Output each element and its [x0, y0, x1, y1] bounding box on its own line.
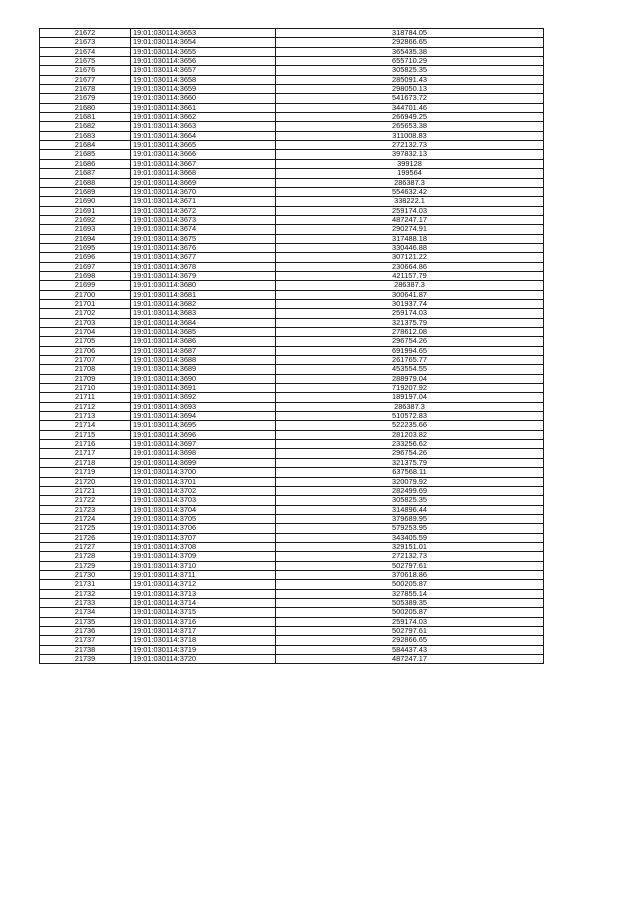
cadastral-number-cell: 19:01:030114:3689 [131, 365, 276, 374]
cadastral-number-cell: 19:01:030114:3664 [131, 131, 276, 140]
cadastral-value-cell: 579253.95 [276, 524, 544, 533]
row-number-cell: 21688 [40, 178, 131, 187]
row-number-cell: 21672 [40, 29, 131, 38]
cadastral-value-cell: 265653.38 [276, 122, 544, 131]
table-row [40, 290, 544, 299]
table-row [40, 627, 544, 636]
row-number-cell: 21685 [40, 150, 131, 159]
cadastral-number-cell: 19:01:030114:3657 [131, 66, 276, 75]
row-number-cell: 21673 [40, 38, 131, 47]
cadastral-value-cell: 290274.91 [276, 225, 544, 234]
cadastral-value-cell: 321375.79 [276, 458, 544, 467]
cadastral-number-cell: 19:01:030114:3702 [131, 486, 276, 495]
cadastral-number-cell: 19:01:030114:3656 [131, 57, 276, 66]
table-row [40, 141, 544, 150]
table-row [40, 318, 544, 327]
table-row [40, 598, 544, 607]
table-body [40, 29, 544, 664]
row-number-cell: 21693 [40, 225, 131, 234]
cadastral-value-cell: 296754.26 [276, 449, 544, 458]
cadastral-number-cell: 19:01:030114:3669 [131, 178, 276, 187]
row-number-cell: 21729 [40, 561, 131, 570]
cadastral-value-cell: 522235.66 [276, 421, 544, 430]
cadastral-value-cell: 453554.55 [276, 365, 544, 374]
row-number-cell: 21675 [40, 57, 131, 66]
row-number-cell: 21736 [40, 627, 131, 636]
table-row [40, 131, 544, 140]
row-number-cell: 21707 [40, 356, 131, 365]
row-number-cell: 21681 [40, 113, 131, 122]
row-number-cell: 21735 [40, 617, 131, 626]
row-number-cell: 21733 [40, 598, 131, 607]
row-number-cell: 21708 [40, 365, 131, 374]
table-row [40, 243, 544, 252]
cadastral-value-cell: 502797.61 [276, 561, 544, 570]
row-number-cell: 21720 [40, 477, 131, 486]
table-row [40, 655, 544, 664]
table-row [40, 440, 544, 449]
table-row [40, 524, 544, 533]
row-number-cell: 21738 [40, 645, 131, 654]
table-row [40, 561, 544, 570]
cadastral-value-cell: 189197.04 [276, 393, 544, 402]
row-number-cell: 21715 [40, 430, 131, 439]
cadastral-value-cell: 584437.43 [276, 645, 544, 654]
cadastral-number-cell: 19:01:030114:3700 [131, 468, 276, 477]
cadastral-number-cell: 19:01:030114:3691 [131, 384, 276, 393]
cadastral-number-cell: 19:01:030114:3693 [131, 402, 276, 411]
cadastral-value-cell: 301937.74 [276, 299, 544, 308]
cadastral-number-cell: 19:01:030114:3681 [131, 290, 276, 299]
table-row [40, 449, 544, 458]
cadastral-value-cell: 259174.03 [276, 206, 544, 215]
cadastral-value-cell: 541673.72 [276, 94, 544, 103]
cadastral-number-cell: 19:01:030114:3698 [131, 449, 276, 458]
cadastral-number-cell: 19:01:030114:3675 [131, 234, 276, 243]
table-row [40, 271, 544, 280]
cadastral-number-cell: 19:01:030114:3703 [131, 496, 276, 505]
cadastral-number-cell: 19:01:030114:3706 [131, 524, 276, 533]
table-row [40, 421, 544, 430]
cadastral-number-cell: 19:01:030114:3672 [131, 206, 276, 215]
row-number-cell: 21724 [40, 514, 131, 523]
table-row [40, 384, 544, 393]
cadastral-number-cell: 19:01:030114:3678 [131, 262, 276, 271]
table-row [40, 430, 544, 439]
cadastral-number-cell: 19:01:030114:3655 [131, 47, 276, 56]
row-number-cell: 21730 [40, 570, 131, 579]
table-row [40, 234, 544, 243]
row-number-cell: 21701 [40, 299, 131, 308]
table-row [40, 393, 544, 402]
cadastral-value-cell: 272132.73 [276, 141, 544, 150]
cadastral-value-cell: 344701.46 [276, 103, 544, 112]
cadastral-number-cell: 19:01:030114:3718 [131, 636, 276, 645]
table-row [40, 94, 544, 103]
cadastral-value-cell: 719207.92 [276, 384, 544, 393]
cadastral-value-cell: 281203.82 [276, 430, 544, 439]
table-row [40, 197, 544, 206]
cadastral-value-cell: 379689.95 [276, 514, 544, 523]
cadastral-value-cell: 314896.44 [276, 505, 544, 514]
cadastral-value-cell: 500205.87 [276, 580, 544, 589]
table-row [40, 356, 544, 365]
table-row [40, 225, 544, 234]
table-row [40, 458, 544, 467]
row-number-cell: 21732 [40, 589, 131, 598]
cadastral-number-cell: 19:01:030114:3659 [131, 85, 276, 94]
cadastral-value-cell: 288979.04 [276, 374, 544, 383]
cadastral-value-cell: 292866.65 [276, 38, 544, 47]
cadastral-number-cell: 19:01:030114:3701 [131, 477, 276, 486]
row-number-cell: 21712 [40, 402, 131, 411]
cadastral-number-cell: 19:01:030114:3696 [131, 430, 276, 439]
row-number-cell: 21705 [40, 337, 131, 346]
table-row [40, 337, 544, 346]
table-row [40, 468, 544, 477]
cadastral-value-cell: 502797.61 [276, 627, 544, 636]
cadastral-number-cell: 19:01:030114:3680 [131, 281, 276, 290]
row-number-cell: 21710 [40, 384, 131, 393]
cadastral-value-cell: 399128 [276, 159, 544, 168]
row-number-cell: 21679 [40, 94, 131, 103]
cadastral-number-cell: 19:01:030114:3692 [131, 393, 276, 402]
cadastral-value-cell: 300641.87 [276, 290, 544, 299]
table-row [40, 645, 544, 654]
cadastral-value-cell: 338222.1 [276, 197, 544, 206]
cadastral-value-cell: 505389.35 [276, 598, 544, 607]
table-row [40, 505, 544, 514]
cadastral-number-cell: 19:01:030114:3690 [131, 374, 276, 383]
cadastral-number-cell: 19:01:030114:3658 [131, 75, 276, 84]
row-number-cell: 21692 [40, 215, 131, 224]
cadastral-number-cell: 19:01:030114:3679 [131, 271, 276, 280]
table-row [40, 253, 544, 262]
row-number-cell: 21698 [40, 271, 131, 280]
table-row [40, 552, 544, 561]
row-number-cell: 21682 [40, 122, 131, 131]
cadastral-value-cell: 298050.13 [276, 85, 544, 94]
cadastral-value-cell: 343405.59 [276, 533, 544, 542]
cadastral-value-cell: 330446.88 [276, 243, 544, 252]
cadastral-number-cell: 19:01:030114:3666 [131, 150, 276, 159]
cadastral-value-cell: 278612.08 [276, 328, 544, 337]
cadastral-number-cell: 19:01:030114:3667 [131, 159, 276, 168]
table-row [40, 215, 544, 224]
cadastral-number-cell: 19:01:030114:3654 [131, 38, 276, 47]
table-row [40, 38, 544, 47]
row-number-cell: 21683 [40, 131, 131, 140]
cadastral-number-cell: 19:01:030114:3688 [131, 356, 276, 365]
cadastral-number-cell: 19:01:030114:3697 [131, 440, 276, 449]
cadastral-value-cell: 286387.3 [276, 281, 544, 290]
row-number-cell: 21700 [40, 290, 131, 299]
cadastral-value-cell: 321375.79 [276, 318, 544, 327]
cadastral-number-cell: 19:01:030114:3695 [131, 421, 276, 430]
table-row [40, 150, 544, 159]
row-number-cell: 21706 [40, 346, 131, 355]
table-row [40, 169, 544, 178]
table-row [40, 374, 544, 383]
row-number-cell: 21719 [40, 468, 131, 477]
row-number-cell: 21721 [40, 486, 131, 495]
row-number-cell: 21726 [40, 533, 131, 542]
cadastral-value-cell: 370618.86 [276, 570, 544, 579]
table-row [40, 47, 544, 56]
cadastral-value-cell: 317488.18 [276, 234, 544, 243]
table-row [40, 514, 544, 523]
table-row [40, 178, 544, 187]
row-number-cell: 21711 [40, 393, 131, 402]
row-number-cell: 21702 [40, 309, 131, 318]
cadastral-number-cell: 19:01:030114:3670 [131, 187, 276, 196]
cadastral-number-cell: 19:01:030114:3719 [131, 645, 276, 654]
row-number-cell: 21722 [40, 496, 131, 505]
cadastral-value-cell: 329151.01 [276, 542, 544, 551]
row-number-cell: 21677 [40, 75, 131, 84]
table-row [40, 309, 544, 318]
cadastral-value-cell: 397832.13 [276, 150, 544, 159]
table-row [40, 580, 544, 589]
table-row [40, 281, 544, 290]
table-row [40, 85, 544, 94]
cadastral-number-cell: 19:01:030114:3716 [131, 617, 276, 626]
row-number-cell: 21697 [40, 262, 131, 271]
table-row [40, 589, 544, 598]
cadastral-number-cell: 19:01:030114:3660 [131, 94, 276, 103]
table-row [40, 57, 544, 66]
row-number-cell: 21727 [40, 542, 131, 551]
row-number-cell: 21718 [40, 458, 131, 467]
cadastral-number-cell: 19:01:030114:3673 [131, 215, 276, 224]
cadastral-number-cell: 19:01:030114:3705 [131, 514, 276, 523]
cadastral-number-cell: 19:01:030114:3686 [131, 337, 276, 346]
cadastral-value-cell: 421157.79 [276, 271, 544, 280]
row-number-cell: 21716 [40, 440, 131, 449]
table-row [40, 617, 544, 626]
table-row [40, 570, 544, 579]
cadastral-value-cell: 320079.92 [276, 477, 544, 486]
cadastral-value-cell: 637568.11 [276, 468, 544, 477]
cadastral-value-cell: 272132.73 [276, 552, 544, 561]
cadastral-number-cell: 19:01:030114:3715 [131, 608, 276, 617]
table-row [40, 262, 544, 271]
row-number-cell: 21684 [40, 141, 131, 150]
cadastral-value-table [39, 28, 544, 664]
cadastral-number-cell: 19:01:030114:3699 [131, 458, 276, 467]
cadastral-number-cell: 19:01:030114:3661 [131, 103, 276, 112]
cadastral-value-cell: 296754.26 [276, 337, 544, 346]
table-row [40, 636, 544, 645]
row-number-cell: 21713 [40, 412, 131, 421]
table-row [40, 608, 544, 617]
cadastral-value-cell: 365435.38 [276, 47, 544, 56]
cadastral-number-cell: 19:01:030114:3714 [131, 598, 276, 607]
row-number-cell: 21717 [40, 449, 131, 458]
cadastral-value-cell: 327855.14 [276, 589, 544, 598]
cadastral-number-cell: 19:01:030114:3668 [131, 169, 276, 178]
cadastral-number-cell: 19:01:030114:3720 [131, 655, 276, 664]
cadastral-value-cell: 199564 [276, 169, 544, 178]
cadastral-value-cell: 261765.77 [276, 356, 544, 365]
row-number-cell: 21737 [40, 636, 131, 645]
table-row [40, 29, 544, 38]
cadastral-value-cell: 655710.29 [276, 57, 544, 66]
row-number-cell: 21689 [40, 187, 131, 196]
cadastral-value-cell: 282499.69 [276, 486, 544, 495]
table-row [40, 122, 544, 131]
table-row [40, 299, 544, 308]
table-row [40, 206, 544, 215]
cadastral-number-cell: 19:01:030114:3709 [131, 552, 276, 561]
cadastral-number-cell: 19:01:030114:3710 [131, 561, 276, 570]
cadastral-value-cell: 691994.65 [276, 346, 544, 355]
table-row [40, 365, 544, 374]
table-row [40, 328, 544, 337]
row-number-cell: 21691 [40, 206, 131, 215]
cadastral-number-cell: 19:01:030114:3663 [131, 122, 276, 131]
cadastral-value-cell: 305825.35 [276, 496, 544, 505]
row-number-cell: 21674 [40, 47, 131, 56]
cadastral-value-cell: 487247.17 [276, 655, 544, 664]
cadastral-value-cell: 286387.3 [276, 178, 544, 187]
table-row [40, 75, 544, 84]
cadastral-value-cell: 230664.86 [276, 262, 544, 271]
table-row [40, 402, 544, 411]
cadastral-number-cell: 19:01:030114:3665 [131, 141, 276, 150]
cadastral-value-cell: 233256.62 [276, 440, 544, 449]
table-row [40, 113, 544, 122]
row-number-cell: 21695 [40, 243, 131, 252]
cadastral-value-cell: 487247.17 [276, 215, 544, 224]
cadastral-number-cell: 19:01:030114:3662 [131, 113, 276, 122]
cadastral-number-cell: 19:01:030114:3712 [131, 580, 276, 589]
row-number-cell: 21725 [40, 524, 131, 533]
row-number-cell: 21694 [40, 234, 131, 243]
cadastral-number-cell: 19:01:030114:3694 [131, 412, 276, 421]
row-number-cell: 21734 [40, 608, 131, 617]
row-number-cell: 21676 [40, 66, 131, 75]
table-row [40, 159, 544, 168]
cadastral-number-cell: 19:01:030114:3687 [131, 346, 276, 355]
cadastral-number-cell: 19:01:030114:3682 [131, 299, 276, 308]
row-number-cell: 21739 [40, 655, 131, 664]
table-row [40, 486, 544, 495]
cadastral-value-cell: 307121.22 [276, 253, 544, 262]
table-row [40, 412, 544, 421]
row-number-cell: 21703 [40, 318, 131, 327]
cadastral-number-cell: 19:01:030114:3685 [131, 328, 276, 337]
table-row [40, 542, 544, 551]
row-number-cell: 21714 [40, 421, 131, 430]
table-row [40, 346, 544, 355]
cadastral-value-cell: 510572.83 [276, 412, 544, 421]
cadastral-number-cell: 19:01:030114:3683 [131, 309, 276, 318]
cadastral-number-cell: 19:01:030114:3713 [131, 589, 276, 598]
row-number-cell: 21690 [40, 197, 131, 206]
row-number-cell: 21704 [40, 328, 131, 337]
cadastral-value-cell: 292866.65 [276, 636, 544, 645]
cadastral-number-cell: 19:01:030114:3684 [131, 318, 276, 327]
cadastral-value-cell: 266949.25 [276, 113, 544, 122]
cadastral-value-cell: 318784.05 [276, 29, 544, 38]
row-number-cell: 21699 [40, 281, 131, 290]
table-row [40, 187, 544, 196]
table-row [40, 477, 544, 486]
row-number-cell: 21687 [40, 169, 131, 178]
table-row [40, 103, 544, 112]
cadastral-number-cell: 19:01:030114:3708 [131, 542, 276, 551]
cadastral-value-cell: 259174.03 [276, 309, 544, 318]
row-number-cell: 21686 [40, 159, 131, 168]
cadastral-value-cell: 286387.3 [276, 402, 544, 411]
cadastral-value-cell: 305825.35 [276, 66, 544, 75]
row-number-cell: 21680 [40, 103, 131, 112]
table-row [40, 533, 544, 542]
row-number-cell: 21731 [40, 580, 131, 589]
cadastral-value-cell: 311008.83 [276, 131, 544, 140]
cadastral-number-cell: 19:01:030114:3707 [131, 533, 276, 542]
cadastral-number-cell: 19:01:030114:3676 [131, 243, 276, 252]
cadastral-value-cell: 554632.42 [276, 187, 544, 196]
cadastral-number-cell: 19:01:030114:3717 [131, 627, 276, 636]
cadastral-number-cell: 19:01:030114:3704 [131, 505, 276, 514]
cadastral-value-cell: 285091.43 [276, 75, 544, 84]
cadastral-number-cell: 19:01:030114:3711 [131, 570, 276, 579]
cadastral-value-cell: 500205.87 [276, 608, 544, 617]
row-number-cell: 21678 [40, 85, 131, 94]
row-number-cell: 21728 [40, 552, 131, 561]
cadastral-number-cell: 19:01:030114:3671 [131, 197, 276, 206]
cadastral-number-cell: 19:01:030114:3677 [131, 253, 276, 262]
table-row [40, 66, 544, 75]
cadastral-number-cell: 19:01:030114:3674 [131, 225, 276, 234]
row-number-cell: 21723 [40, 505, 131, 514]
cadastral-number-cell: 19:01:030114:3653 [131, 29, 276, 38]
row-number-cell: 21696 [40, 253, 131, 262]
cadastral-value-cell: 259174.03 [276, 617, 544, 626]
row-number-cell: 21709 [40, 374, 131, 383]
table-row [40, 496, 544, 505]
